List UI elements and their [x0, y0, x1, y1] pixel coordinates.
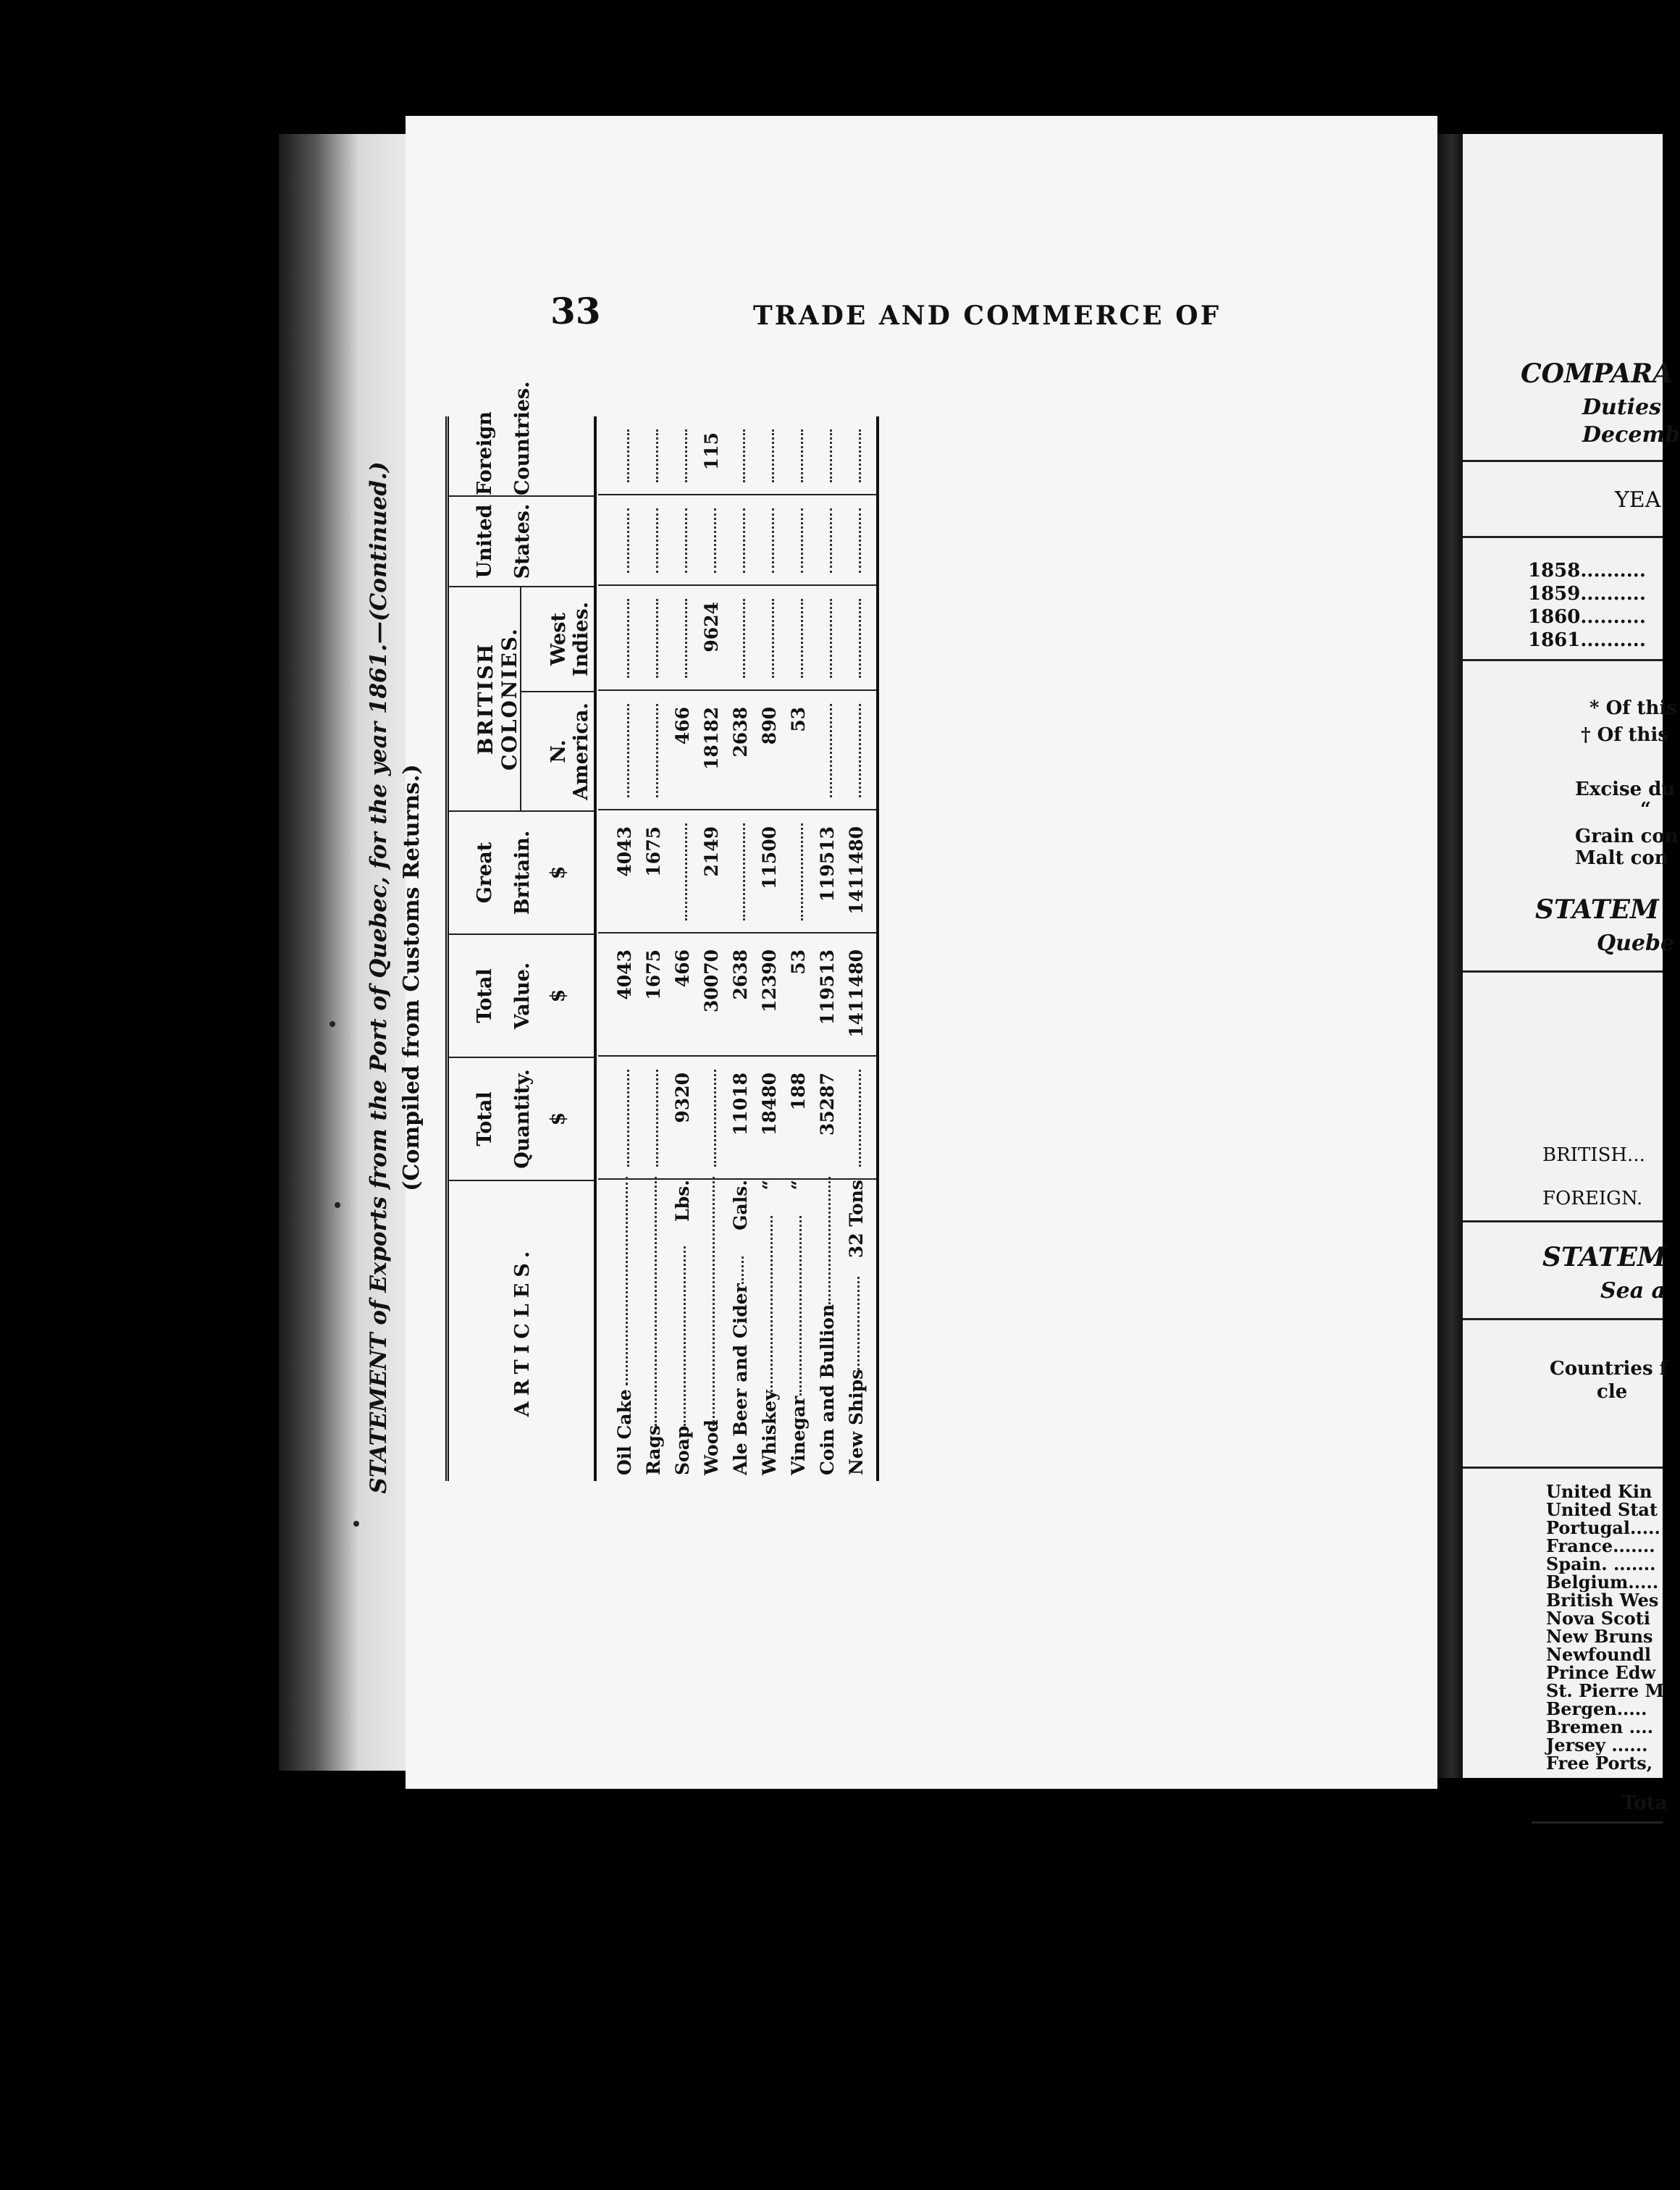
cell-value: 1411480: [846, 949, 867, 1038]
country-row: New Bruns: [1546, 1626, 1653, 1647]
unit-label: “: [788, 1180, 809, 1191]
ink-speck: [353, 1521, 359, 1527]
year-1861: 1861..........: [1528, 629, 1646, 651]
header-british-colonies: BRITISH COLONIES.: [449, 586, 521, 810]
article-name: Rags: [643, 1425, 664, 1475]
country-row: Belgium.....: [1546, 1572, 1659, 1593]
country-row: Bremen ....: [1546, 1716, 1654, 1737]
unit-label: “: [759, 1180, 780, 1191]
comparative-title: COMPARA: [1521, 358, 1673, 389]
year-1858: 1858..........: [1528, 560, 1646, 582]
cell-gb: 4043: [614, 826, 635, 877]
malt-line: Malt con: [1575, 847, 1668, 869]
dot-leader: [713, 1177, 715, 1426]
dot-leader: [626, 1177, 628, 1385]
country-row: Nova Scoti: [1546, 1608, 1650, 1629]
rule: [1463, 1467, 1663, 1469]
rule: [1463, 970, 1663, 973]
unit-label: Lbs.: [672, 1180, 693, 1222]
empty-cell-dots: [772, 599, 774, 678]
country-row: Prince Edw: [1546, 1662, 1656, 1683]
cell-value: 2638: [730, 949, 751, 1000]
page-number: 33: [550, 290, 601, 332]
rule: [1463, 1220, 1663, 1222]
grain-line: Grain con: [1575, 826, 1679, 847]
cell-value: 53: [788, 949, 809, 975]
empty-cell-dots: [801, 599, 803, 678]
empty-cell-dots: [685, 599, 687, 678]
dot-leader: [857, 1277, 860, 1375]
excise-ditto: “: [1640, 799, 1651, 821]
empty-cell-dots: [801, 823, 803, 920]
rule: [1463, 536, 1663, 538]
country-row: France.......: [1546, 1535, 1655, 1556]
cell-gb: 119513: [817, 826, 838, 902]
rule: [1532, 1821, 1663, 1824]
empty-cell-dots: [859, 429, 861, 482]
comparative-subtitle-2: Decemb: [1582, 422, 1680, 448]
statement2-subtitle: Quebe: [1597, 931, 1675, 956]
rule: [1463, 659, 1663, 661]
right-page: [1463, 134, 1680, 1814]
unit-label: Gals.: [730, 1180, 751, 1230]
cell-gb: 2149: [701, 826, 722, 877]
statement-title: STATEMENT of Exports from the Port of Quebec, for the year 1861.—(Continued.): [366, 461, 392, 1494]
article-name: Oil Cake: [614, 1389, 635, 1475]
empty-cell-dots: [801, 429, 803, 482]
country-row: St. Pierre M: [1546, 1680, 1665, 1701]
empty-cell-dots: [685, 429, 687, 482]
empty-cell-dots: [656, 704, 658, 797]
countries-header-1: Countries f: [1550, 1358, 1668, 1380]
cell-na: 18182: [701, 707, 722, 770]
ink-speck: [329, 1021, 335, 1027]
dot-leader: [828, 1177, 831, 1304]
country-row: United Stat: [1546, 1499, 1658, 1520]
article-name: Coin and Bullion: [817, 1304, 838, 1475]
countries-header-2: cle: [1597, 1381, 1628, 1403]
header-total-value: Total Value. $: [449, 934, 594, 1057]
cell-quantity: 35287: [817, 1073, 838, 1136]
cell-gb: 11500: [759, 826, 780, 889]
cell-na: 466: [672, 707, 693, 745]
empty-cell-dots: [830, 704, 832, 797]
cell-gb: 1411480: [846, 826, 867, 915]
unit-label: 32 Tons: [846, 1180, 867, 1259]
article-name: Whiskey: [759, 1390, 780, 1475]
cell-value: 466: [672, 949, 693, 988]
country-row: Jersey ......: [1546, 1734, 1648, 1755]
cell-quantity: 11018: [730, 1073, 751, 1136]
table-row: [844, 416, 870, 1481]
header-articles: ARTICLES.: [449, 1180, 594, 1481]
year-header: YEA: [1615, 487, 1661, 513]
empty-cell-dots: [830, 429, 832, 482]
header-foreign-countries: Foreign Countries.: [474, 381, 534, 495]
empty-cell-dots: [656, 508, 658, 573]
empty-cell-dots: [772, 429, 774, 482]
empty-cell-dots: [772, 508, 774, 573]
cell-quantity: 18480: [759, 1073, 780, 1136]
article-name: Vinegar: [788, 1396, 809, 1475]
foreign-row: FOREIGN.: [1542, 1188, 1643, 1209]
empty-cell-dots: [714, 508, 716, 573]
empty-cell-dots: [656, 1070, 658, 1167]
cell-wi: 9624: [701, 602, 722, 653]
rule: [1463, 1318, 1663, 1320]
article-name: Ale Beer and Cider: [730, 1283, 751, 1475]
empty-cell-dots: [627, 429, 629, 482]
article-name: Soap: [672, 1425, 693, 1475]
dot-leader: [655, 1177, 657, 1426]
empty-cell-dots: [627, 508, 629, 573]
cell-quantity: 188: [788, 1073, 809, 1111]
cell-fc: 115: [701, 432, 722, 471]
cell-value: 119513: [817, 949, 838, 1025]
table-row: [642, 416, 667, 1481]
empty-cell-dots: [656, 599, 658, 678]
empty-cell-dots: [743, 823, 745, 920]
footnote-2: † Of this: [1581, 724, 1668, 746]
table-header: [449, 381, 597, 1481]
country-row: Bergen.....: [1546, 1698, 1647, 1719]
cell-gb: 1675: [643, 826, 664, 877]
article-name: New Ships: [846, 1369, 867, 1475]
empty-cell-dots: [859, 1070, 861, 1167]
country-row: Portugal.....: [1546, 1517, 1660, 1538]
statement3-subtitle: Sea a: [1600, 1278, 1666, 1304]
empty-cell-dots: [627, 599, 629, 678]
country-row: United Kin: [1546, 1481, 1652, 1502]
header-n-america: N. America.: [521, 691, 594, 810]
year-1860: 1860..........: [1528, 606, 1646, 628]
year-1859: 1859..........: [1528, 583, 1646, 605]
exports-table: [445, 381, 879, 1481]
empty-cell-dots: [627, 1070, 629, 1167]
statement2-title: STATEM: [1535, 894, 1659, 925]
cell-na: 2638: [730, 707, 751, 758]
statement-subtitle: (Compiled from Customs Returns.): [399, 764, 424, 1191]
table-row: [757, 416, 783, 1481]
table-row: [815, 416, 841, 1481]
dot-leader: [684, 1246, 686, 1426]
empty-cell-dots: [859, 599, 861, 678]
country-row: Spain. .......: [1546, 1553, 1656, 1574]
table-row: [728, 416, 754, 1481]
rule: [1463, 460, 1663, 462]
excise-line: Excise du: [1575, 779, 1676, 800]
empty-cell-dots: [685, 508, 687, 573]
empty-cell-dots: [859, 508, 861, 573]
empty-cell-dots: [743, 599, 745, 678]
cell-quantity: 9320: [672, 1073, 693, 1123]
cell-value: 1675: [643, 949, 664, 1000]
table-row: [786, 416, 812, 1481]
cell-na: 890: [759, 707, 780, 745]
country-row: British Wes: [1546, 1590, 1659, 1611]
country-row: Free Ports,: [1546, 1753, 1653, 1774]
empty-cell-dots: [714, 1070, 716, 1167]
country-row: Newfoundl: [1546, 1644, 1651, 1665]
article-name: Wood: [701, 1419, 722, 1475]
header-west-indies: West Indies.: [521, 586, 594, 691]
empty-cell-dots: [656, 429, 658, 482]
running-head: TRADE AND COMMERCE OF: [753, 301, 1222, 331]
cell-value: 4043: [614, 949, 635, 1000]
header-great-britain: Great Britain. $: [449, 810, 594, 934]
empty-cell-dots: [801, 508, 803, 573]
total-row: Tota: [1622, 1792, 1668, 1814]
table-row: [613, 416, 638, 1481]
table-row: [700, 416, 725, 1481]
british-row: BRITISH...: [1542, 1144, 1645, 1166]
empty-cell-dots: [830, 599, 832, 678]
cell-na: 53: [788, 707, 809, 732]
empty-cell-dots: [743, 429, 745, 482]
empty-cell-dots: [685, 823, 687, 920]
ink-speck: [335, 1202, 340, 1208]
header-united-states: United States.: [449, 495, 594, 586]
gutter: [1437, 134, 1466, 1778]
empty-cell-dots: [830, 508, 832, 573]
header-total-quantity: Total Quantity. $: [449, 1057, 594, 1180]
rotated-statement: [366, 381, 916, 1539]
empty-cell-dots: [859, 704, 861, 797]
comparative-subtitle-1: Duties: [1582, 395, 1662, 420]
cell-value: 30070: [701, 949, 722, 1012]
statement3-title: STATEM: [1542, 1242, 1666, 1272]
empty-cell-dots: [743, 508, 745, 573]
table-row: [671, 416, 696, 1481]
cell-value: 12390: [759, 949, 780, 1012]
footnote-1: * Of this: [1589, 697, 1677, 719]
empty-cell-dots: [627, 704, 629, 797]
